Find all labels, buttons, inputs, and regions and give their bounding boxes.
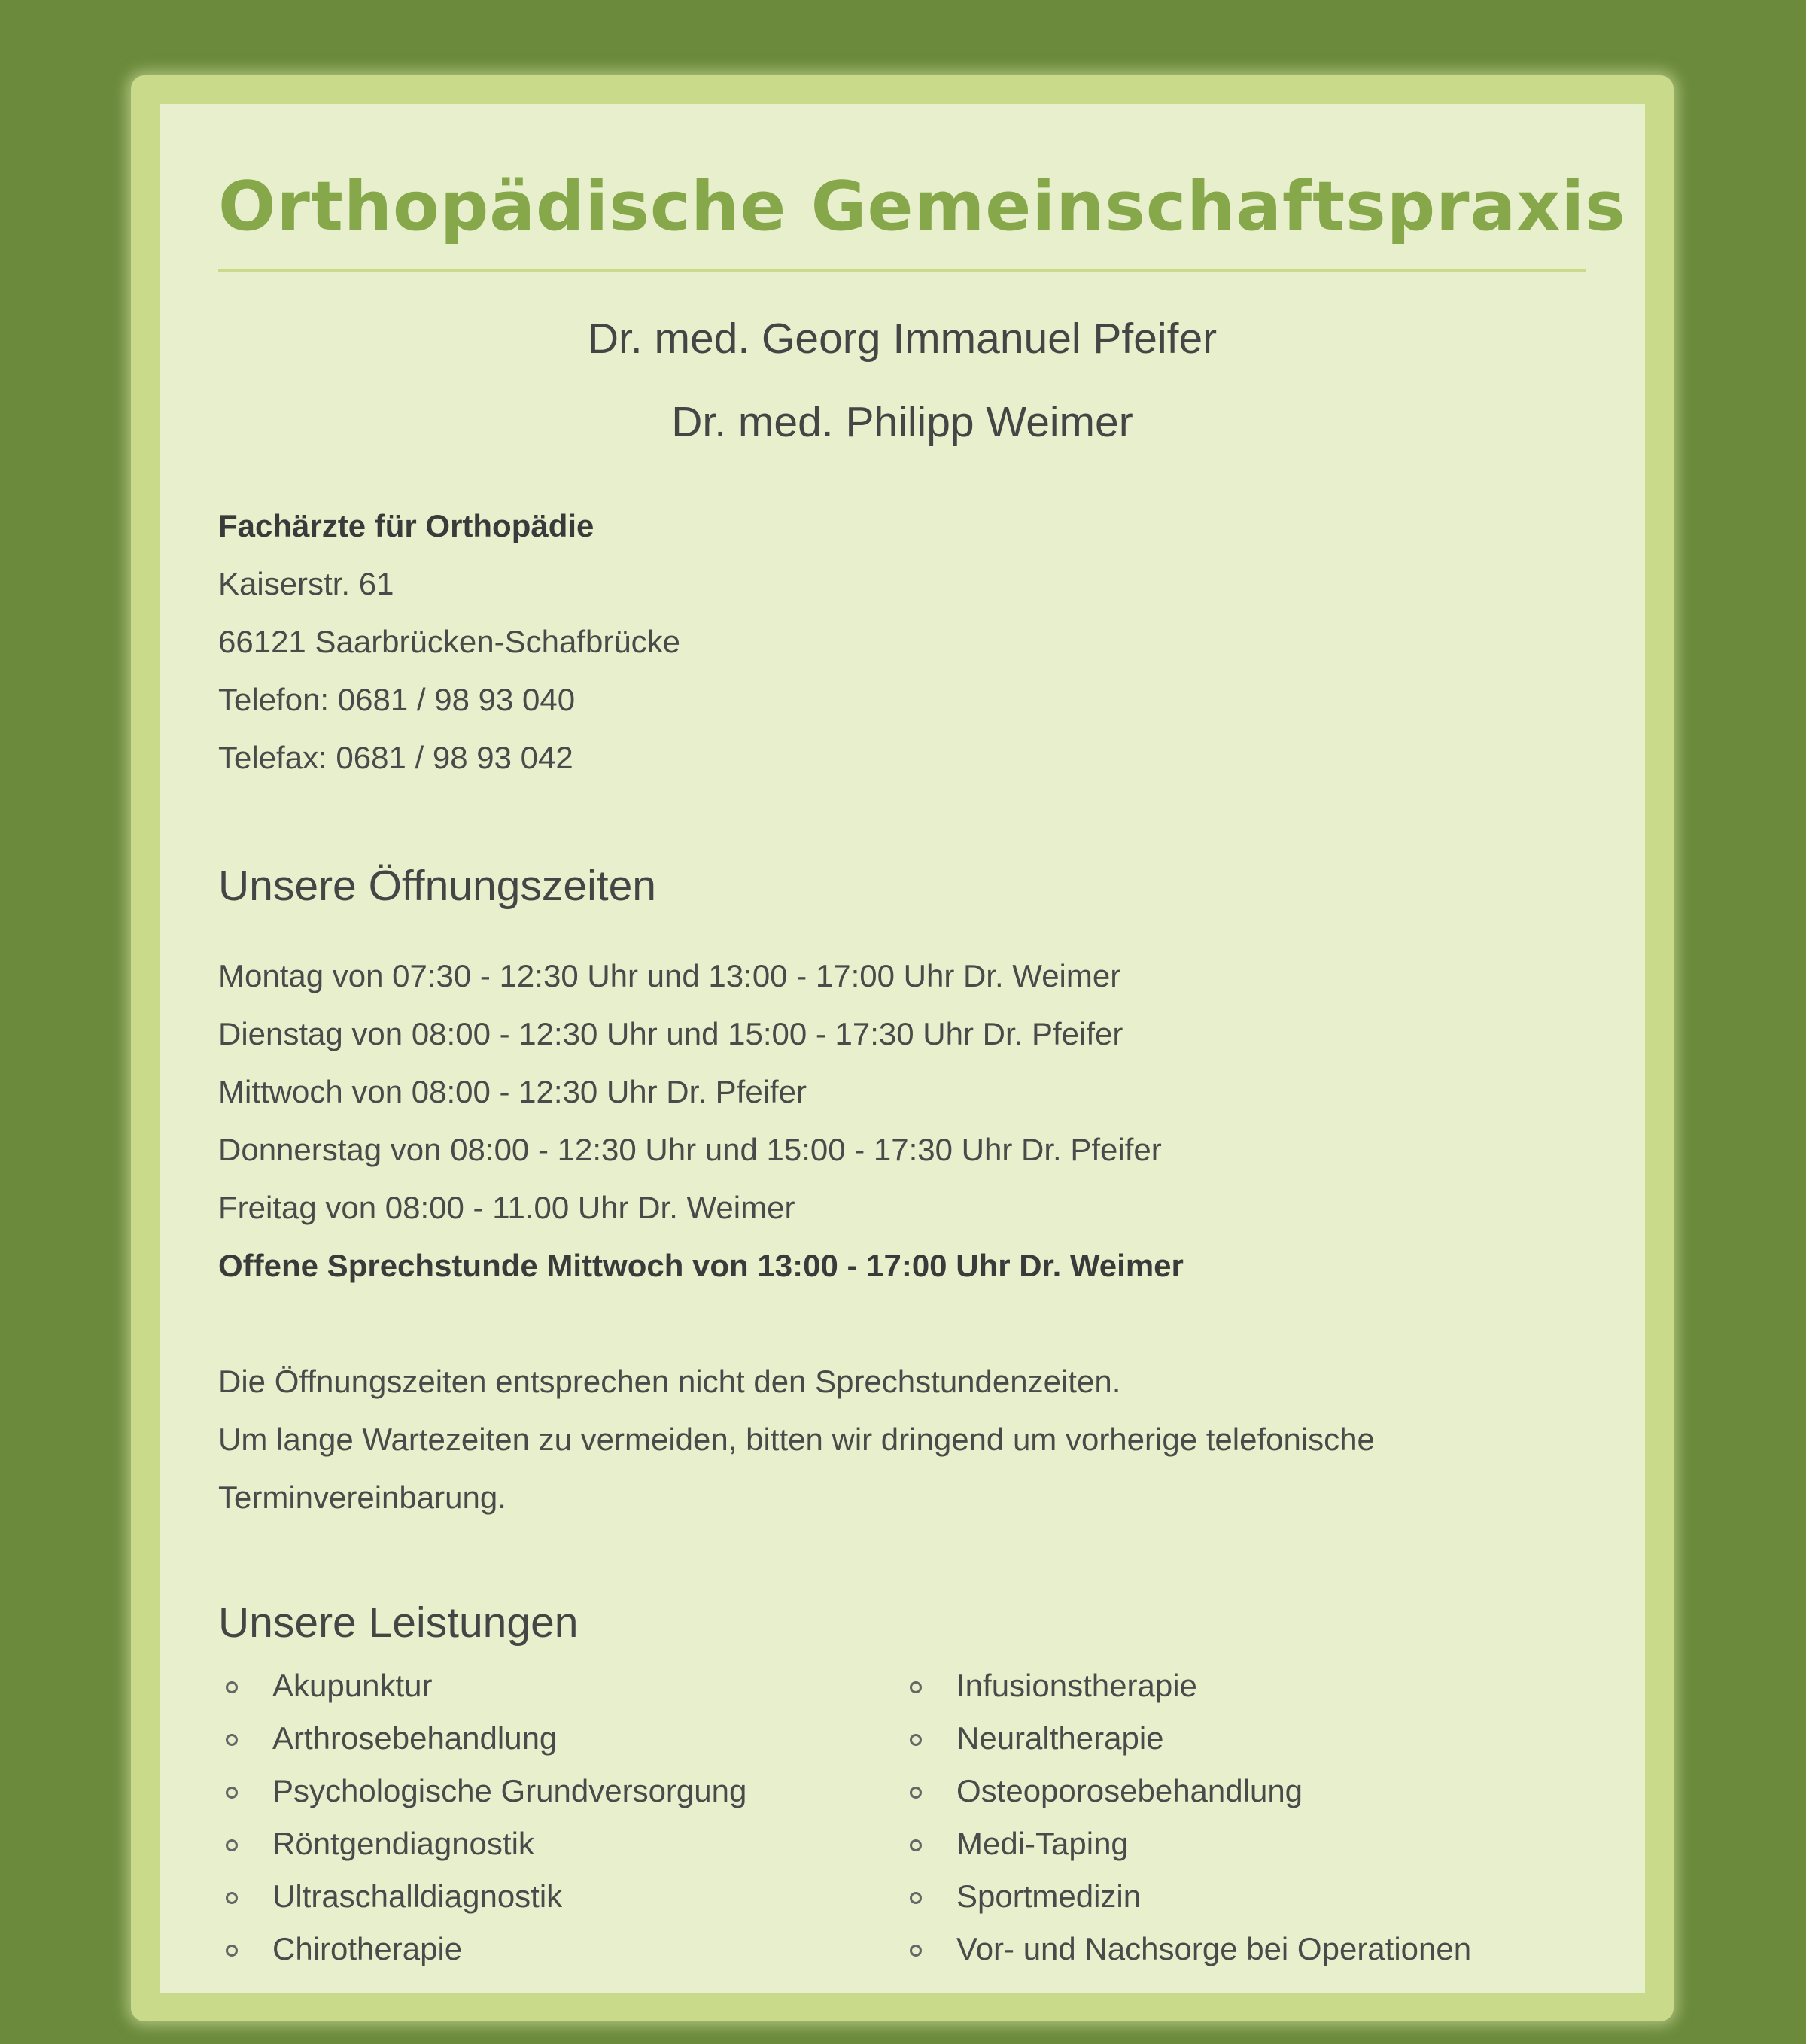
circle-bullet-icon: [226, 1787, 238, 1799]
services-columns: [218, 1659, 1586, 1976]
page-frame: [131, 75, 1674, 2021]
list-item: [218, 1765, 902, 1817]
services-list-left: [218, 1659, 902, 1976]
doctor-name: Dr. med. Georg Immanuel Pfeifer: [587, 315, 1218, 363]
circle-bullet-icon: [226, 1734, 238, 1746]
list-item: [902, 1765, 1586, 1817]
circle-bullet-icon: [226, 1681, 238, 1693]
list-item: [218, 1870, 902, 1923]
list-item: [218, 1659, 902, 1712]
circle-bullet-icon: [910, 1839, 922, 1851]
street-address: Kaiserstr. 61: [218, 566, 394, 601]
service-label: Medi-Taping: [956, 1826, 1129, 1861]
service-label: Neuraltherapie: [956, 1720, 1164, 1756]
hours-line-friday: Freitag von 08:00 - 11.00 Uhr Dr. Weimer: [218, 1190, 795, 1225]
list-item: [218, 1817, 902, 1870]
list-item: [218, 1923, 902, 1976]
list-item: [902, 1817, 1586, 1870]
list-item: [902, 1923, 1586, 1976]
list-item: [902, 1870, 1586, 1923]
list-item: [902, 1659, 1586, 1712]
title-divider: [218, 269, 1586, 272]
service-label: Ultraschalldiagnostik: [272, 1878, 563, 1914]
circle-bullet-icon: [910, 1945, 922, 1957]
service-label: Chirotherapie: [272, 1931, 463, 1966]
contact-block: [218, 497, 1586, 786]
note-line: Um lange Wartezeiten zu vermeiden, bitten wir dringend um vorherige telefonische: [218, 1422, 1375, 1457]
hours-line-wednesday: Mittwoch von 08:00 - 12:30 Uhr Dr. Pfeifer: [218, 1074, 807, 1109]
circle-bullet-icon: [226, 1892, 238, 1904]
open-consultation: Offene Sprechstunde Mittwoch von 13:00 - 17:00 Uhr Dr. Weimer: [218, 1248, 1184, 1283]
hours-line-monday: Montag von 07:30 - 12:30 Uhr und 13:00 - 17:00 Uhr Dr. Weimer: [218, 958, 1121, 993]
services-list-right: [902, 1659, 1586, 1976]
note-line: Die Öffnungszeiten entsprechen nicht den Sprechstundenzeiten.: [218, 1364, 1121, 1399]
service-label: Akupunktur: [272, 1668, 433, 1703]
fax-number: Telefax: 0681 / 98 93 042: [218, 740, 573, 775]
list-item: [218, 1712, 902, 1765]
hours-list: [218, 947, 1586, 1294]
hours-line-tuesday: Dienstag von 08:00 - 12:30 Uhr und 15:00 - 17:30 Uhr Dr. Pfeifer: [218, 1016, 1123, 1051]
service-label: Sportmedizin: [956, 1878, 1142, 1914]
notes-block: [218, 1352, 1586, 1526]
service-label: Arthrosebehandlung: [272, 1720, 558, 1756]
page-title: Orthopädische Gemeinschaftspraxis: [218, 167, 1626, 246]
list-item: [902, 1712, 1586, 1765]
hours-heading: Unsere Öffnungszeiten: [218, 862, 656, 910]
service-label: Röntgendiagnostik: [272, 1826, 534, 1861]
service-label: Infusionstherapie: [956, 1668, 1197, 1703]
circle-bullet-icon: [910, 1734, 922, 1746]
phone-number: Telefon: 0681 / 98 93 040: [218, 682, 576, 717]
circle-bullet-icon: [226, 1945, 238, 1957]
specialty-label: Fachärzte für Orthopädie: [218, 508, 594, 543]
circle-bullet-icon: [910, 1787, 922, 1799]
circle-bullet-icon: [910, 1681, 922, 1693]
city-address: 66121 Saarbrücken-Schafbrücke: [218, 624, 681, 659]
service-label: Osteoporosebehandlung: [956, 1773, 1303, 1808]
doctor-name: Dr. med. Philipp Weimer: [671, 398, 1133, 446]
circle-bullet-icon: [226, 1839, 238, 1851]
note-line: Terminvereinbarung.: [218, 1480, 506, 1515]
hours-line-thursday: Donnerstag von 08:00 - 12:30 Uhr und 15:00 - 17:30 Uhr Dr. Pfeifer: [218, 1132, 1162, 1167]
service-label: Vor- und Nachsorge bei Operationen: [956, 1931, 1472, 1966]
content-card: [160, 104, 1645, 1993]
services-heading: Unsere Leistungen: [218, 1598, 579, 1647]
service-label: Psychologische Grundversorgung: [272, 1773, 747, 1808]
circle-bullet-icon: [910, 1892, 922, 1904]
